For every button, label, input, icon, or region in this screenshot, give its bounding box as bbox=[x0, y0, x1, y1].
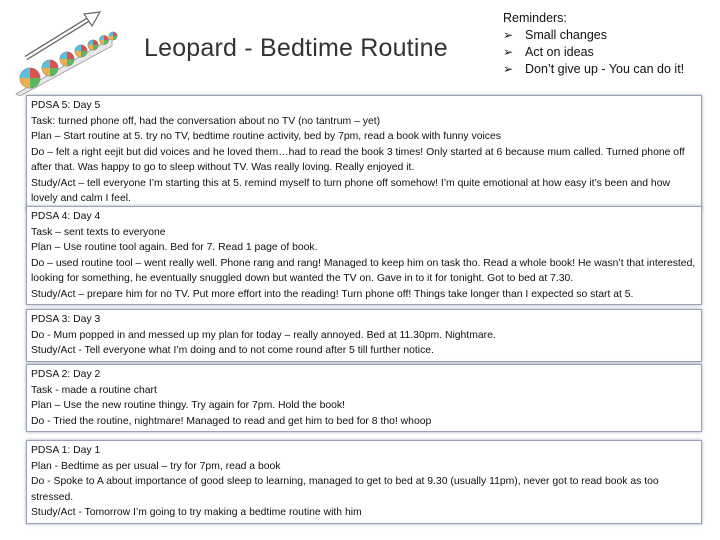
pdsa-plan: Plan – Start routine at 5. try no TV, bedtime routine activity, bed by 7pm, read a book with funny voices bbox=[31, 131, 501, 142]
pdsa-study-act: Study/Act – tell everyone I’m starting this at 5. remind myself to turn phone off somehow! I’m quite emotional at how easy it’s been and how lovely and calm I feel. bbox=[31, 177, 670, 204]
reminders-list bbox=[503, 27, 684, 78]
pdsa-do: Do - Spoke to A about importance of good sleep to learning, managed to get to bed at 9.30 (usually 11pm), never got to read book as too stressed. bbox=[31, 476, 659, 503]
pdsa-heading: PDSA 5: Day 5 bbox=[31, 100, 101, 111]
arrow-bullet-icon: ➢ bbox=[503, 28, 514, 42]
pdsa-do: Do – felt a right eejit but did voices and he loved them…had to read the book 3 times! Only started at 6 because mum called. Turned phone off after that. Was happy to go to sleep without TV. Was really loving. Really enjoyed it. bbox=[31, 146, 685, 173]
arrow-bullet-icon: ➢ bbox=[503, 45, 514, 59]
pdsa-heading: PDSA 3: Day 3 bbox=[31, 314, 101, 325]
pdsa-task: Task: turned phone off, had the conversation about no TV (no tantrum – yet) bbox=[31, 115, 381, 127]
pdsa-cycle-4 bbox=[26, 206, 702, 305]
pdsa-plan: Plan - Bedtime as per usual – try for 7pm, read a book bbox=[31, 460, 281, 472]
pdsa-heading: PDSA 2: Day 2 bbox=[31, 369, 101, 380]
reminder-item: ➢ Small changes bbox=[503, 28, 607, 42]
pdsa-plan: Plan – Use routine tool again. Bed for 7. Read 1 page of book. bbox=[31, 242, 318, 253]
pdsa-task: Task - made a routine chart bbox=[31, 384, 157, 396]
pdsa-cycle-3 bbox=[26, 309, 702, 362]
pdsa-ramp-arrow-icon bbox=[12, 6, 122, 96]
pdsa-do: Do - Tried the routine, nightmare! Managed to read and get him to bed for 8 tho! whoop bbox=[31, 415, 432, 427]
pdsa-plan: Plan – Use the new routine thingy. Try again for 7pm. Hold the book! bbox=[31, 400, 346, 411]
pdsa-do: Do - Mum popped in and messed up my plan for today – really annoyed. Bed at 11.30pm. Nightmare. bbox=[31, 329, 496, 341]
reminders-panel bbox=[503, 10, 684, 78]
pdsa-heading: PDSA 4: Day 4 bbox=[31, 211, 101, 222]
pdsa-do: Do – used routine tool – went really well. Phone rang and rang! Managed to keep him on task tho. Read a whole book! He wasn’t that interested, looking for something, he eventually snuggled down but wanted the TV on. Gave in to it for tonight. Got to bed at 7.30. bbox=[31, 257, 696, 284]
pdsa-cycle-2 bbox=[26, 364, 702, 432]
reminders-heading: Reminders: bbox=[503, 11, 567, 25]
arrow-bullet-icon: ➢ bbox=[503, 62, 514, 76]
pdsa-cycle-1 bbox=[26, 440, 702, 524]
pdsa-cycle-5 bbox=[26, 95, 702, 210]
reminder-item: ➢ Act on ideas bbox=[503, 45, 594, 59]
reminder-item: ➢ Don’t give up - You can do it! bbox=[503, 62, 685, 76]
pdsa-study-act: Study/Act - Tomorrow I’m going to try making a bedtime routine with him bbox=[31, 507, 362, 518]
pdsa-task: Task – sent texts to everyone bbox=[31, 226, 166, 238]
pdsa-study-act: Study/Act – prepare him for no TV. Put more effort into the reading! Turn phone off! Things take longer than I expected so start at 5. bbox=[31, 288, 634, 300]
pdsa-heading: PDSA 1: Day 1 bbox=[31, 445, 101, 456]
page-title: Leopard - Bedtime Routine bbox=[144, 34, 448, 62]
pdsa-study-act: Study/Act - Tell everyone what I’m doing and to not come round after 5 till further notice. bbox=[31, 345, 434, 356]
